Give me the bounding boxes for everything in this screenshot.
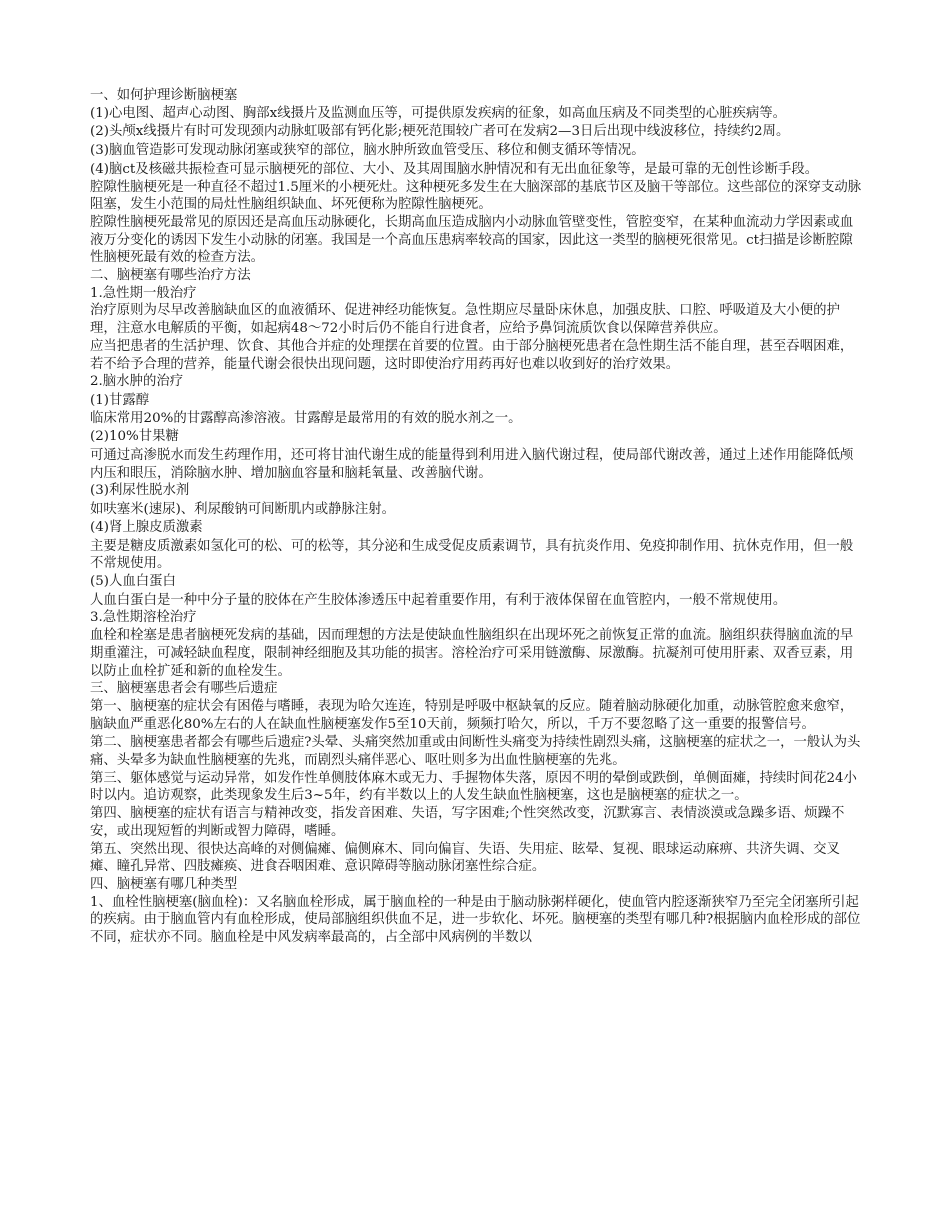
- paragraph: 主要是糖皮质激素如氢化可的松、可的松等，其分泌和生成受促皮质素调节，具有抗炎作用、免疫抑制作用、抗休克作用，但一般不常规使用。: [90, 538, 854, 572]
- paragraph: 人血白蛋白是一种中分子量的胶体在产生胶体渗透压中起着重要作用，有利于液体保留在血管腔内，一般不常规使用。: [90, 592, 787, 608]
- section-heading: 二、脑梗塞有哪些治疗方法: [90, 268, 251, 284]
- paragraph: 可通过高渗脱水而发生药理作用，还可将甘油代谢生成的能量得到利用进入脑代谢过程，使局部代谢改善，通过上述作用能降低颅内压和眼压，消除脑水肿、增加脑血容量和脑耗氧量、改善脑代谢。: [90, 448, 854, 481]
- section-heading: 一、如何护理诊断脑梗塞: [90, 88, 238, 103]
- paragraph: 第二、脑梗塞患者都会有哪些后遗症?头晕、头痛突然加重或由间断性头痛变为持续性剧烈头痛，这脑梗塞的症状之一，一般认为头痛、头晕多为缺血性脑梗塞的先兆，而剧烈头痛伴恶心、呕吐则多为出血性脑梗塞的先兆。: [90, 735, 861, 769]
- subsection-heading: 3.急性期溶栓治疗: [90, 610, 197, 626]
- paragraph: 第三、躯体感觉与运动异常，如发作性单侧肢体麻木或无力、手握物体失落，原因不明的晕倒或跌倒，单侧面瘫，持续时间花24小时以内。追访观察，此类现象发生后3~5年，约有半数以上的人发生缺血性脑梗塞，这也是脑梗塞的症状之一。: [90, 770, 857, 804]
- section-heading: 三、脑梗塞患者会有哪些后遗症: [90, 681, 278, 697]
- paragraph: (3)脑血管造影可发现动脉闭塞或狭窄的部位，脑水肿所致血管受压、移位和侧支循环等情况。: [90, 143, 645, 159]
- subsection-heading: (2)10%甘果糖: [90, 429, 179, 445]
- document-body: [90, 87, 862, 947]
- paragraph: (1)心电图、超声心动图、胸部x线摄片及监测血压等，可提供原发疾病的征象，如高血压病及不同类型的心脏疾病等。: [90, 105, 787, 121]
- subsection-heading: (3)利尿性脱水剂: [90, 483, 190, 499]
- subsection-heading: (1)甘露醇: [90, 392, 150, 408]
- paragraph: 腔隙性脑梗死最常见的原因还是高血压动脉硬化，长期高血压造成脑内小动脉血管壁变性，管腔变窄，在某种血流动力学因素或血液万分变化的诱因下发生小动脉的闭塞。我国是一个高血压患病率较高的国家，因此这一类型的脑梗死很常见。ct扫描是诊断腔隙性脑梗死最有效的检查方法。: [90, 214, 854, 266]
- paragraph: 腔隙性脑梗死是一种直径不超过1.5厘米的小梗死灶。这种梗死多发生在大脑深部的基底节区及脑干等部位。这些部位的深穿支动脉阻塞，发生小范围的局灶性脑组织缺血、坏死便称为腔隙性脑梗死。: [90, 179, 862, 213]
- paragraph: 血栓和栓塞是患者脑梗死发病的基础，因而理想的方法是使缺血性脑组织在出现坏死之前恢复正常的血流。脑组织获得脑血流的早期重灌注，可减轻缺血程度，限制神经细胞及其功能的损害。溶栓治疗可采用链激酶、尿激酶。抗凝剂可使用肝素、双香豆素，用以防止血栓扩延和新的血栓发生。: [90, 628, 854, 679]
- subsection-heading: 1.急性期一般治疗: [90, 285, 197, 301]
- paragraph: 如呋塞米(速尿)、利尿酸钠可间断肌内或静脉注射。: [90, 502, 396, 518]
- subsection-heading: 2.脑水肿的治疗: [90, 374, 184, 390]
- paragraph: 第五、突然出现、很快达高峰的对侧偏瘫、偏侧麻木、同向偏盲、失语、失用症、眩晕、复视、眼球运动麻痹、共济失调、交叉瘫、瞳孔异常、四肢瘫痪、进食吞咽困难、意识障碍等脑动脉闭塞性综合症。: [90, 841, 840, 875]
- paragraph: 临床常用20%的甘露醇高渗溶液。甘露醇是最常用的有效的脱水剂之一。: [90, 410, 522, 426]
- paragraph: 治疗原则为尽早改善脑缺血区的血液循环、促进神经功能恢复。急性期应尽量卧床休息，加强皮肤、口腔、呼吸道及大小便的护理，注意水电解质的平衡，如起病48～72小时后仍不能自行进食者，应给予鼻饲流质饮食以保障营养供应。: [90, 303, 840, 337]
- paragraph: 第四、脑梗塞的症状有语言与精神改变，指发音困难、失语，写字困难;个性突然改变，沉默寡言、表情淡漠或急躁多语、烦躁不安，或出现短暂的判断或智力障碍，嗜睡。: [90, 806, 845, 839]
- paragraph: 第一、脑梗塞的症状会有困倦与嗜睡，表现为哈欠连连，特别是呼吸中枢缺氧的反应。随着脑动脉硬化加重，动脉管腔愈来愈窄，脑缺血严重恶化80%左右的人在缺血性脑梗塞发作5至10天前，频频打哈欠，所以，千万不要忽略了这一重要的报警信号。: [90, 698, 854, 732]
- section-heading: 四、脑梗塞有哪几种类型: [90, 876, 238, 892]
- paragraph: 1、血栓性脑梗塞(脑血栓)：又名脑血栓形成，属于脑血栓的一种是由于脑动脉粥样硬化，使血管内腔逐渐狭窄乃至完全闭塞所引起的疾病。由于脑血管内有血栓形成，使局部脑组织供血不足，进一步软化、坏死。脑梗塞的类型有哪几种?根据脑内血栓形成的部位不同，症状亦不同。脑血栓是中风发病率最高的，占全部中风病例的半数以: [90, 894, 861, 946]
- subsection-heading: (5)人血白蛋白: [90, 573, 176, 589]
- subsection-heading: (4)肾上腺皮质激素: [90, 519, 203, 535]
- paragraph: 应当把患者的生活护理、饮食、其他合并症的处理摆在首要的位置。由于部分脑梗死患者在急性期生活不能自理，甚至吞咽困难，若不给予合理的营养，能量代谢会很快出现问题，这时即使治疗用药再好也难以收到好的治疗效果。: [90, 338, 854, 372]
- paragraph: (4)脑ct及核磁共振检查可显示脑梗死的部位、大小、及其周围脑水肿情况和有无出血征象等，是最可靠的无创性诊断手段。: [90, 161, 819, 177]
- paragraph: (2)头颅x线摄片有时可发现颈内动脉虹吸部有钙化影;梗死范围较广者可在发病2—3日后出现中线波移位，持续约2周。: [90, 124, 790, 140]
